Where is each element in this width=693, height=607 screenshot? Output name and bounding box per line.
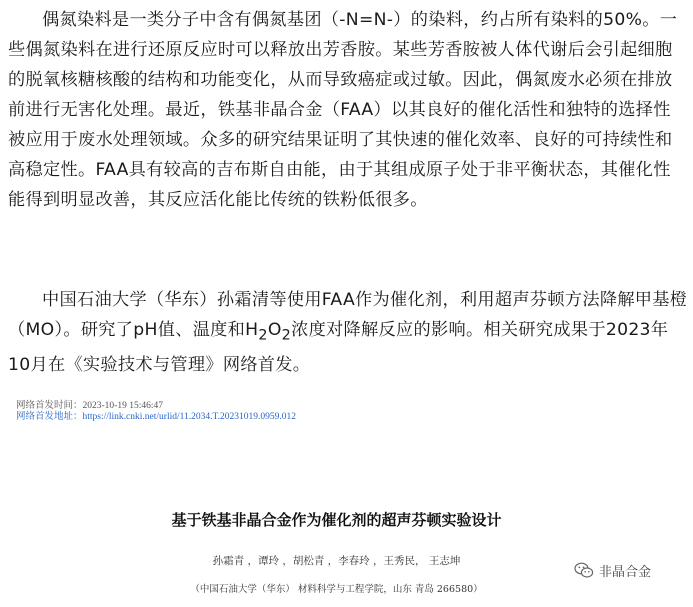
paper-affiliation: （中国石油大学（华东） 材料科学与工程学院，山东 青岛 266580） <box>190 584 483 595</box>
wechat-icon <box>574 562 594 579</box>
oxygen-symbol: O <box>267 320 282 340</box>
paper-title: 基于铁基非晶合金作为催化剂的超声芬顿实验设计 <box>171 511 502 529</box>
subscript-2a: 2 <box>258 327 268 344</box>
subscript-2b: 2 <box>281 327 292 344</box>
watermark <box>574 560 684 580</box>
watermark-text: 非晶合金 <box>599 564 652 580</box>
first-publish-url[interactable]: 网络首发地址：https://link.cnki.net/urlid/11.2034.T.20231019.0959.012 <box>16 412 296 422</box>
first-publish-time: 网络首发时间：2023-10-19 15:46:47 <box>16 401 163 411</box>
research-paragraph-text-b: 浓度对降解反应的影响。相关研究成果于2023年10月在《实验技术与管理》网络首发。 <box>8 320 669 376</box>
intro-paragraph-text: 偶氮染料是一类分子中含有偶氮基团（-N=N-）的染料，约占所有染料的50%。一些偶氮染料在进行还原反应时可以释放出芳香胺。某些芳香胺被人体代谢后会引起细胞的脱氧核糖核酸的结构和功能变化，从而导致癌症或过敏。因此，偶氮废水必须在排放前进行无害化处理。最近，铁基非晶合金（FAA）以其良好的催化活性和独特的选择性被应用于废水处理领域。众多的研究结果证明了其快速的催化效率、良好的可持续性和高稳定性。FAA具有较高的吉布斯自由能，由于其组成原子处于非平衡状态，其催化性能得到明显改善，其反应活化能比传统的铁粉低很多。 <box>8 10 678 210</box>
paper-authors: 孙霜青 ，谭玲 ，胡松青 ，李春玲 ，王秀民， 王志坤 <box>212 555 461 567</box>
research-paragraph <box>8 285 688 380</box>
intro-paragraph <box>8 5 688 215</box>
research-paragraph-text-a: 中国石油大学（华东）孙霜清等使用FAA作为催化剂，利用超声芬顿方法降解甲基橙（MO）。研究了pH值、温度和H <box>8 290 688 340</box>
